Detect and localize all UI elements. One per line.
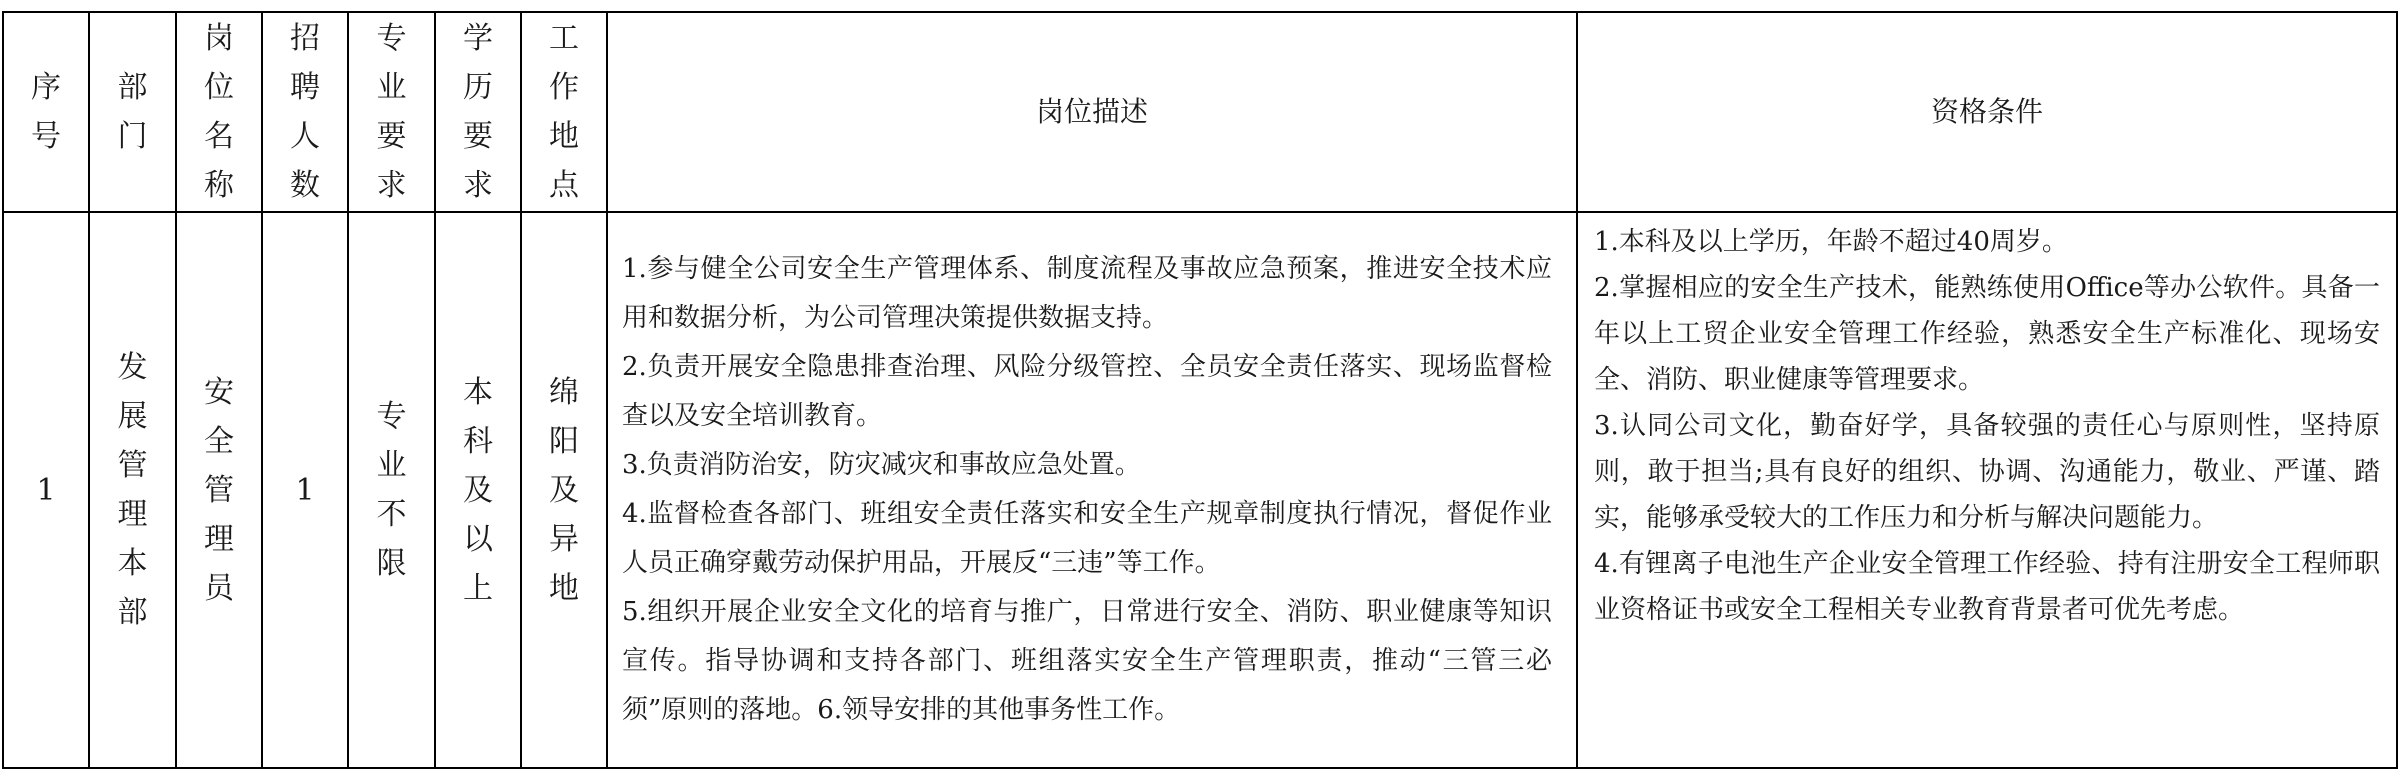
cell-position bbox=[176, 212, 262, 768]
count-value: 1 bbox=[295, 472, 315, 508]
description-item: 2.负责开展安全隐患排查治理、风险分级管控、全员安全责任落实、现场监督检查以及安全培训教育。 bbox=[622, 352, 1552, 431]
header-education-label: 学历要求 bbox=[463, 21, 493, 203]
header-education bbox=[435, 12, 521, 212]
position-value: 安全管理员 bbox=[204, 374, 234, 606]
description-item: 1.参与健全公司安全生产管理体系、制度流程及事故应急预案，推进安全技术应用和数据分析，为公司管理决策提供数据支持。 bbox=[622, 254, 1552, 333]
location-value: 绵阳及异地 bbox=[549, 374, 579, 606]
cell-education bbox=[435, 212, 521, 768]
header-count bbox=[262, 12, 348, 212]
cell-dept bbox=[89, 212, 176, 768]
cell-seq bbox=[3, 212, 89, 768]
qualification-item: 4.有锂离子电池生产企业安全管理工作经验、持有注册安全工程师职业资格证书或安全工程相关专业教育背景者可优先考虑。 bbox=[1594, 549, 2380, 625]
description-item: 5.组织开展企业安全文化的培育与推广，日常进行安全、消防、职业健康等知识宣传。指导协调和支持各部门、班组落实安全生产管理职责，推动“三管三必须”原则的落地。6.领导安排的其他事务性工作。 bbox=[622, 597, 1552, 725]
cell-description bbox=[607, 212, 1577, 768]
cell-major bbox=[348, 212, 435, 768]
dept-value: 发展管理本部 bbox=[117, 350, 148, 630]
header-position-label: 岗位名称 bbox=[204, 21, 234, 203]
qualification-item: 3.认同公司文化，勤奋好学，具备较强的责任心与原则性，坚持原则，敢于担当;具有良好的组织、协调、沟通能力，敬业、严谨、踏实，能够承受较大的工作压力和分析与解决问题能力。 bbox=[1594, 411, 2380, 533]
qualification-item: 1.本科及以上学历，年龄不超过40周岁。 bbox=[1594, 227, 2068, 257]
description-item: 3.负责消防治安，防灾减灾和事故应急处置。 bbox=[622, 450, 1141, 480]
job-table bbox=[2, 11, 2398, 769]
header-position bbox=[176, 12, 262, 212]
header-qualifications-label: 资格条件 bbox=[1930, 95, 2043, 128]
cell-count bbox=[262, 212, 348, 768]
header-row bbox=[3, 12, 2397, 212]
cell-location bbox=[521, 212, 607, 768]
qualification-item: 2.掌握相应的安全生产技术，能熟练使用Office等办公软件。具备一年以上工贸企业安全管理工作经验，熟悉安全生产标准化、现场安全、消防、职业健康等管理要求。 bbox=[1594, 273, 2380, 395]
table-row bbox=[3, 212, 2397, 768]
description-item: 4.监督检查各部门、班组安全责任落实和安全生产规章制度执行情况，督促作业人员正确穿戴劳动保护用品，开展反“三违”等工作。 bbox=[622, 499, 1552, 578]
header-description-label: 岗位描述 bbox=[1035, 95, 1148, 128]
header-seq bbox=[3, 12, 89, 212]
header-location-label: 工作地点 bbox=[549, 21, 579, 203]
major-value: 专业不限 bbox=[376, 399, 407, 581]
header-seq-label: 序号 bbox=[31, 70, 61, 154]
header-description bbox=[607, 12, 1577, 212]
header-major bbox=[348, 12, 435, 212]
seq-value: 1 bbox=[36, 472, 56, 508]
header-qualifications bbox=[1577, 12, 2397, 212]
header-major-label: 专业要求 bbox=[376, 21, 407, 203]
header-location bbox=[521, 12, 607, 212]
header-count-label: 招聘人数 bbox=[290, 21, 320, 203]
cell-qualifications bbox=[1577, 212, 2397, 768]
education-value: 本科及以上 bbox=[463, 374, 493, 606]
header-dept-label: 部门 bbox=[117, 70, 148, 154]
header-dept bbox=[89, 12, 176, 212]
